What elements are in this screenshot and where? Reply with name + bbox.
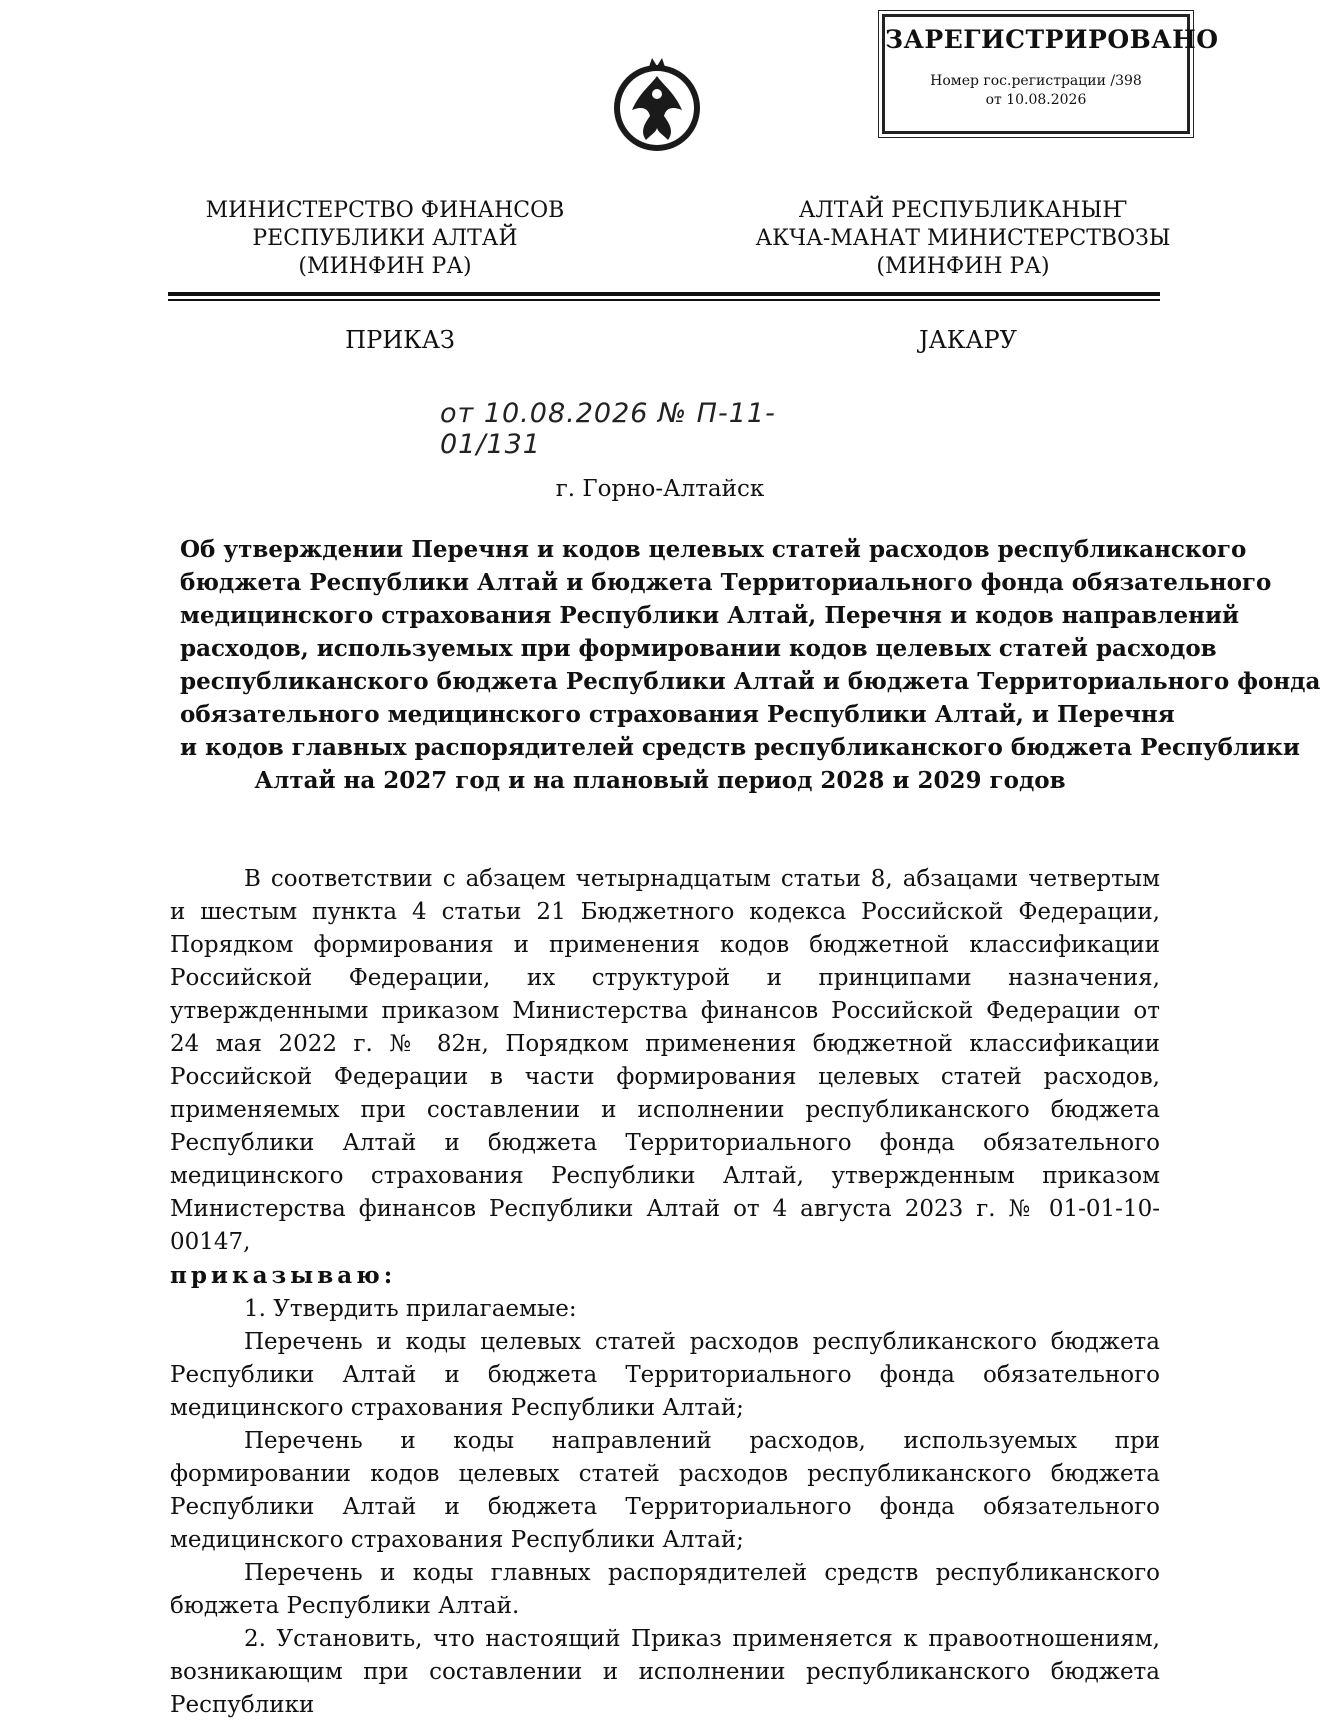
ministry-name-russian: МИНИСТЕРСТВО ФИНАНСОВ РЕСПУБЛИКИ АЛТАЙ (МИНФИН РА) — [205, 198, 565, 279]
document-body — [170, 863, 1160, 1722]
handwritten-order-number — [440, 392, 860, 460]
handwritten-text: от 10.08.2026 № П-11-01/131 — [440, 398, 776, 460]
item-1-b: Перечень и коды направлений расходов, используемых при формировании кодов целевых статей расходов республиканского бюджета Республики Алтай и бюджета Территориального фонда обязательного медицинского страхования Республики Алтай; — [170, 1428, 1160, 1553]
item-1: 1. Утвердить прилагаемые: — [244, 1296, 577, 1322]
item-1-a: Перечень и коды целевых статей расходов республиканского бюджета Республики Алтай и бюджета Территориального фонда обязательного медицинского страхования Республики Алтай; — [170, 1329, 1160, 1421]
order-keyword: приказываю: — [170, 1262, 397, 1289]
order-word-russian: ПРИКАЗ — [345, 326, 455, 354]
registration-stamp — [882, 14, 1219, 134]
stamp-reg-date: от 10.08.2026 — [985, 92, 1087, 108]
ministry-name-altai: АЛТАЙ РЕСПУБЛИКАНЫҤ АКЧА-МАНАТ МИНИСТЕРСТВОЗЫ (МИНФИН РА) — [755, 198, 1171, 279]
document-title: Об утверждении Перечня и кодов целевых статей расходов республиканского бюджета Республики Алтай и бюджета Территориального фонда обязательного медицинского страхования Республики Алтай, Перечня и кодов направлений расходов, используемых при формировании кодов целевых статей расходов республиканского бюджета Республики Алтай и бюджета Территориального фонда обязательного медицинского страхования Республики Алтай, и Перечня и кодов главных распорядителей средств республиканского бюджета Республики Алтай на 2027 год и на плановый период 2028 и 2029 годов — [180, 536, 1320, 794]
stamp-reg-number: Номер гос.регистрации /398 — [930, 73, 1142, 89]
header-divider — [168, 292, 1160, 302]
city: г. Горно-Алтайск — [555, 476, 765, 502]
item-1-c: Перечень и коды главных распорядителей средств республиканского бюджета Республики Алтай. — [170, 1560, 1160, 1619]
stamp-title: ЗАРЕГИСТРИРОВАНО — [885, 25, 1219, 54]
republic-emblem-icon — [610, 50, 704, 158]
item-2: 2. Установить, что настоящий Приказ применяется к правоотношениям, возникающим при составлении и исполнении республиканского бюджета Республики — [170, 1626, 1160, 1718]
order-word-altai: JАКАРУ — [918, 326, 1018, 354]
preamble-paragraph: В соответствии с абзацем четырнадцатым статьи 8, абзацами четвертым и шестым пункта 4 статьи 21 Бюджетного кодекса Российской Федерации, Порядком формирования и применения кодов бюджетной классификации Российской Федерации, их структурой и принципами назначения, утвержденными приказом Министерства финансов Российской Федерации от 24 мая 2022 г. № 82н, Порядком применения бюджетной классификации Российской Федерации в части формирования целевых статей расходов, применяемых при составлении и исполнении республиканского бюджета Республики Алтай и бюджета Территориального фонда обязательного медицинского страхования Республики Алтай, утвержденным приказом Министерства финансов Республики Алтай от 4 августа 2023 г. № 01-01-10-00147, — [170, 866, 1160, 1255]
